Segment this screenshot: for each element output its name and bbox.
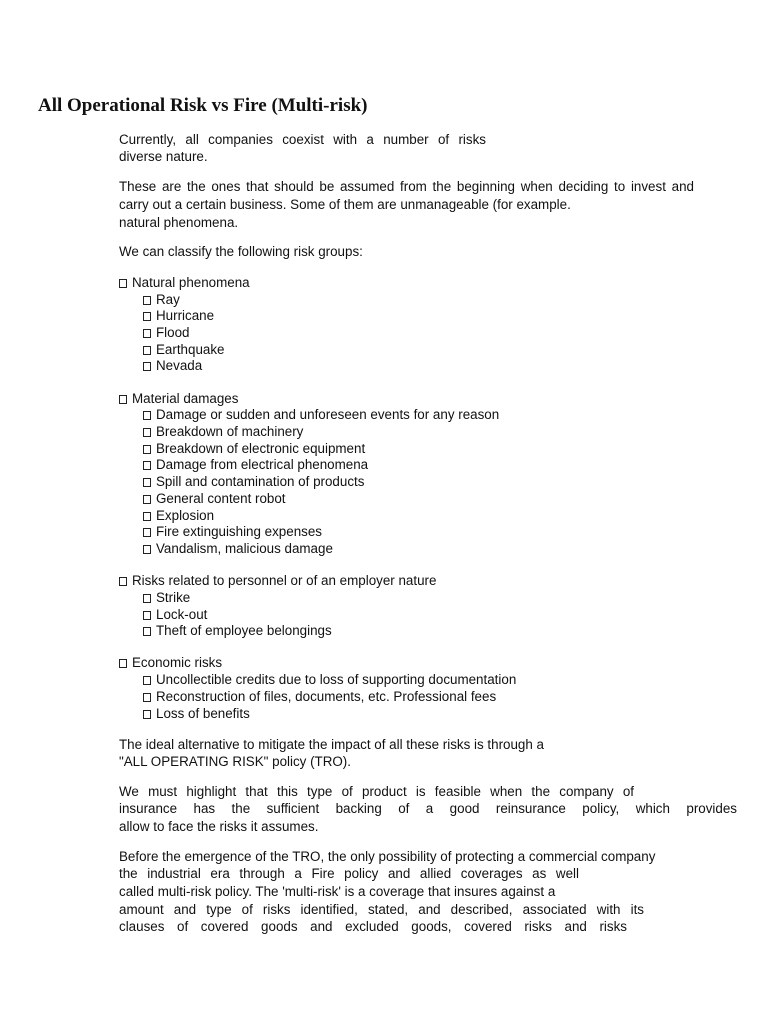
checkbox-bullet-icon — [119, 577, 127, 586]
list-item: Reconstruction of files, documents, etc. Professional fees — [143, 688, 496, 705]
checkbox-bullet-icon — [143, 329, 151, 338]
list-item: Hurricane — [143, 307, 214, 324]
list-item: Theft of employee belongings — [143, 622, 332, 639]
checkbox-bullet-icon — [143, 346, 151, 355]
checkbox-bullet-icon — [143, 362, 151, 371]
list-item: General content robot — [143, 490, 286, 507]
paragraph-line: "ALL OPERATING RISK" policy (TRO). — [119, 754, 351, 769]
paragraph-line: called multi-risk policy. The 'multi-risk' is a coverage that insures against a — [119, 884, 556, 899]
list-item: Explosion — [143, 507, 214, 524]
checkbox-bullet-icon — [143, 611, 151, 620]
checkbox-bullet-icon — [143, 296, 151, 305]
paragraph-line: These are the ones that should be assumed from the beginning when deciding to invest and — [119, 179, 694, 194]
paragraph-line: natural phenomena. — [119, 215, 239, 230]
list-item: Fire extinguishing expenses — [143, 523, 322, 540]
paragraph-line: The ideal alternative to mitigate the impact of all these risks is through a — [119, 737, 544, 752]
list-item: Spill and contamination of products — [143, 473, 364, 490]
paragraph-line: diverse nature. — [119, 149, 208, 164]
paragraph-line: clauses of covered goods and excluded goods, covered risks and risks — [119, 919, 627, 934]
checkbox-bullet-icon — [143, 594, 151, 603]
checkbox-bullet-icon — [143, 478, 151, 487]
checkbox-bullet-icon — [143, 445, 151, 454]
checkbox-bullet-icon — [143, 512, 151, 521]
checkbox-bullet-icon — [119, 279, 127, 288]
list-group-heading: Natural phenomena — [119, 274, 250, 291]
list-item: Strike — [143, 589, 190, 606]
list-item: Damage or sudden and unforeseen events for any reason — [143, 406, 499, 423]
paragraph-line: We can classify the following risk groups: — [119, 244, 363, 259]
checkbox-bullet-icon — [143, 495, 151, 504]
paragraph-line: Currently, all companies coexist with a number of risks — [119, 132, 486, 147]
list-item: Ray — [143, 291, 180, 308]
checkbox-bullet-icon — [143, 693, 151, 702]
paragraph-line: insurance has the sufficient backing of a good reinsurance policy, which provides — [119, 801, 737, 816]
list-group-heading: Material damages — [119, 390, 238, 407]
checkbox-bullet-icon — [143, 461, 151, 470]
list-item: Flood — [143, 324, 190, 341]
checkbox-bullet-icon — [143, 528, 151, 537]
paragraph-line: allow to face the risks it assumes. — [119, 819, 319, 834]
list-item: Nevada — [143, 357, 202, 374]
list-item: Breakdown of machinery — [143, 423, 303, 440]
checkbox-bullet-icon — [143, 428, 151, 437]
paragraph-line: carry out a certain business. Some of them are unmanageable (for example. — [119, 197, 571, 212]
list-group-heading: Risks related to personnel or of an employer nature — [119, 572, 436, 589]
checkbox-bullet-icon — [143, 545, 151, 554]
checkbox-bullet-icon — [143, 627, 151, 636]
list-item: Earthquake — [143, 341, 225, 358]
checkbox-bullet-icon — [143, 411, 151, 420]
list-item: Loss of benefits — [143, 705, 250, 722]
checkbox-bullet-icon — [119, 395, 127, 404]
list-item: Breakdown of electronic equipment — [143, 440, 365, 457]
list-item: Uncollectible credits due to loss of supporting documentation — [143, 671, 516, 688]
checkbox-bullet-icon — [143, 676, 151, 685]
list-item: Damage from electrical phenomena — [143, 456, 368, 473]
paragraph-line: Before the emergence of the TRO, the only possibility of protecting a commercial company — [119, 849, 656, 864]
checkbox-bullet-icon — [119, 659, 127, 668]
list-group-heading: Economic risks — [119, 654, 222, 671]
paragraph-line: amount and type of risks identified, stated, and described, associated with its — [119, 902, 644, 917]
checkbox-bullet-icon — [143, 312, 151, 321]
list-item: Vandalism, malicious damage — [143, 540, 333, 557]
list-item: Lock-out — [143, 606, 207, 623]
paragraph-line: the industrial era through a Fire policy and allied coverages as well — [119, 866, 579, 881]
checkbox-bullet-icon — [143, 710, 151, 719]
document-title: All Operational Risk vs Fire (Multi-risk) — [38, 95, 368, 116]
paragraph-line: We must highlight that this type of product is feasible when the company of — [119, 784, 634, 799]
